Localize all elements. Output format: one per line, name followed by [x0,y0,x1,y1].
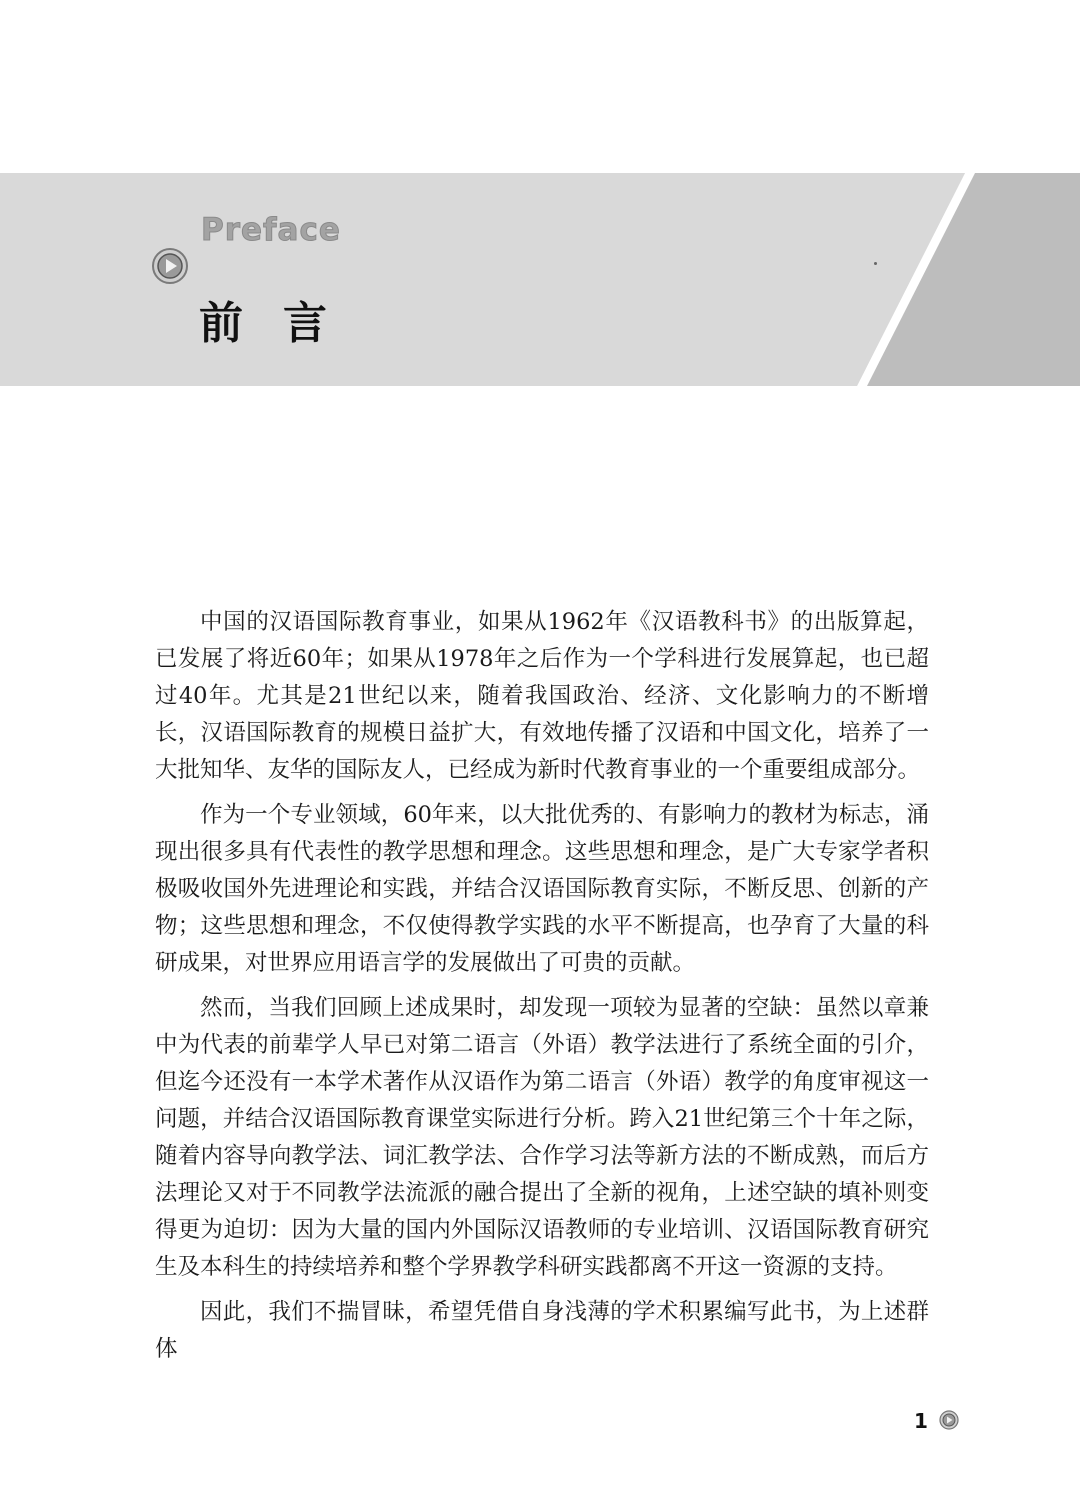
preface-label: Preface [201,212,341,248]
paragraph: 作为一个专业领域，60年来，以大批优秀的、有影响力的教材为标志，涌现出很多具有代表性的教学思想和理念。这些思想和理念，是广大专家学者积极吸收国外先进理论和实践，并结合汉语国际教育实际，不断反思、创新的产物；这些思想和理念，不仅使得教学实践的水平不断提高，也孕育了大量的科研成果，对世界应用语言学的发展做出了可贵的贡献。 [155,802,929,976]
play-circle-icon [939,1410,959,1430]
paragraph: 因此，我们不揣冒昧，希望凭借自身浅薄的学术积累编写此书，为上述群体 [155,1299,929,1362]
body-text [155,604,929,1376]
decorative-dot [874,262,877,265]
page-number: 1 [914,1409,928,1433]
paragraph: 中国的汉语国际教育事业，如果从1962年《汉语教科书》的出版算起，已发展了将近60年；如果从1978年之后作为一个学科进行发展算起，也已超过40年。尤其是21世纪以来，随着我国政治、经济、文化影响力的不断增长，汉语国际教育的规模日益扩大，有效地传播了汉语和中国文化，培养了一大批知华、友华的国际友人，已经成为新时代教育事业的一个重要组成部分。 [155,609,929,783]
paragraph: 然而，当我们回顾上述成果时，却发现一项较为显著的空缺：虽然以章兼中为代表的前辈学人早已对第二语言（外语）教学法进行了系统全面的引介，但迄今还没有一本学术著作从汉语作为第二语言（外语）教学的角度审视这一问题，并结合汉语国际教育课堂实际进行分析。跨入21世纪第三个十年之际，随着内容导向教学法、词汇教学法、合作学习法等新方法的不断成熟，而后方法理论又对于不同教学法流派的融合提出了全新的视角，上述空缺的填补则变得更为迫切：因为大量的国内外国际汉语教师的专业培训、汉语国际教育研究生及本科生的持续培养和整个学界教学科研实践都离不开这一资源的支持。 [155,995,929,1280]
chapter-title: 前言 [199,298,367,349]
play-circle-icon [151,247,189,285]
